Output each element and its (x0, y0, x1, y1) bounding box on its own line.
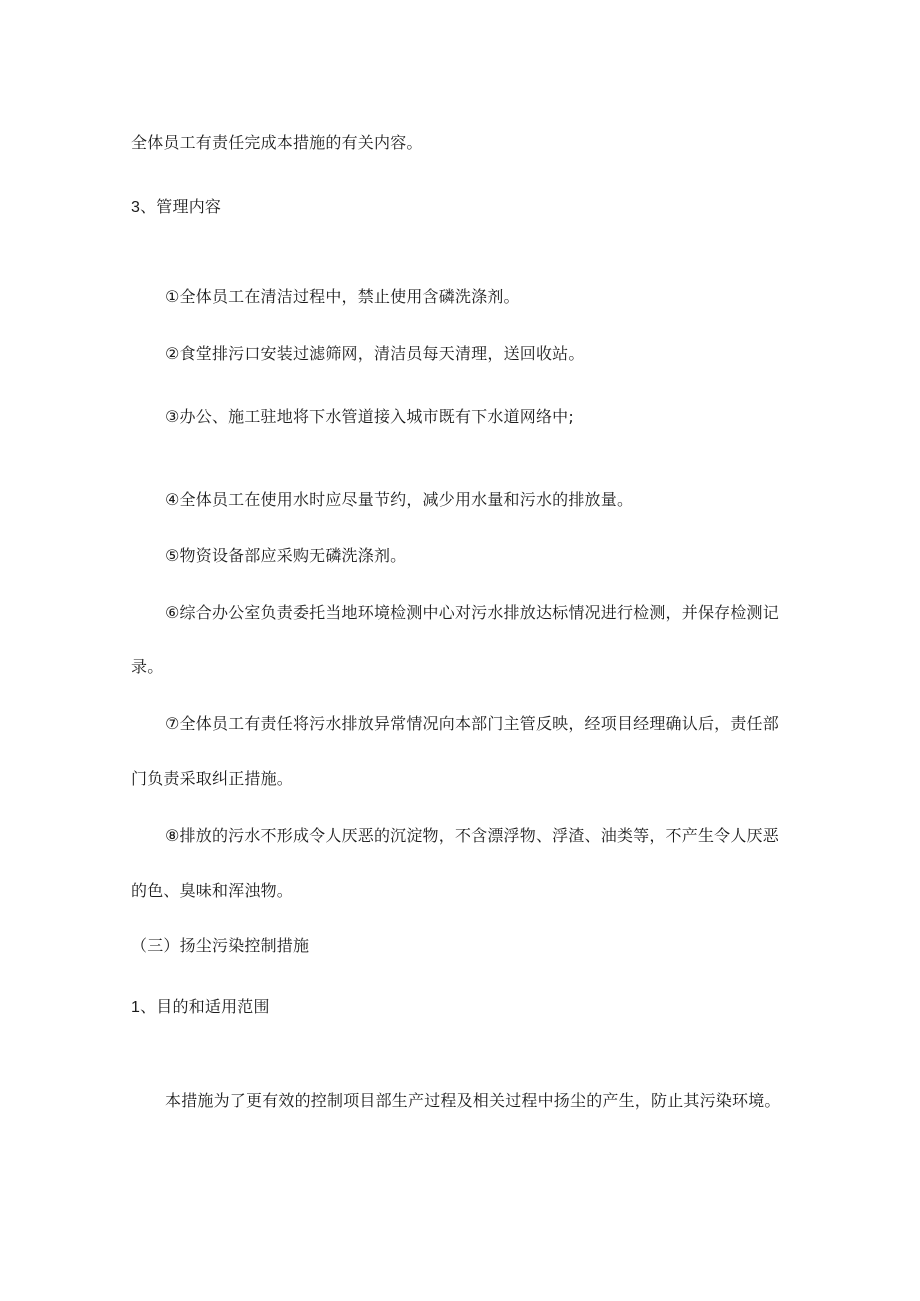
list-item-7: ⑦全体员工有责任将污水排放异常情况向本部门主管反映，经项目经理确认后，责任部 (165, 714, 779, 733)
subsection-heading: （三）扬尘污染控制措施 (131, 936, 310, 955)
list-item-6-continuation: 录。 (131, 657, 164, 676)
paragraph-line: 全体员工有责任完成本措施的有关内容。 (131, 133, 423, 152)
list-item-8: ⑧排放的污水不形成令人厌恶的沉淀物，不含漂浮物、浮渣、油类等，不产生令人厌恶 (165, 826, 779, 845)
list-item-5: ⑤物资设备部应采购无磷洗涤剂。 (165, 546, 407, 565)
list-item-4: ④全体员工在使用水时应尽量节约，减少用水量和污水的排放量。 (165, 490, 634, 509)
list-item-1: ①全体员工在清洁过程中，禁止使用含磷洗涤剂。 (165, 287, 520, 306)
list-item-2: ②食堂排污口安装过滤筛网，清洁员每天清理，送回收站。 (165, 344, 585, 363)
section-heading: 3、管理内容 (131, 199, 222, 216)
list-item-6: ⑥综合办公室负责委托当地环境检测中心对污水排放达标情况进行检测，并保存检测记 (165, 603, 779, 622)
section-heading: 1、目的和适用范围 (131, 999, 270, 1016)
list-item-8-continuation: 的色、臭味和浑浊物。 (131, 881, 294, 900)
paragraph-line: 本措施为了更有效的控制项目部生产过程及相关过程中扬尘的产生，防止其污染环境。 (165, 1091, 781, 1110)
list-item-3: ③办公、施工驻地将下水管道接入城市既有下水道网络中; (165, 407, 574, 426)
list-item-7-continuation: 门负责采取纠正措施。 (131, 769, 294, 788)
